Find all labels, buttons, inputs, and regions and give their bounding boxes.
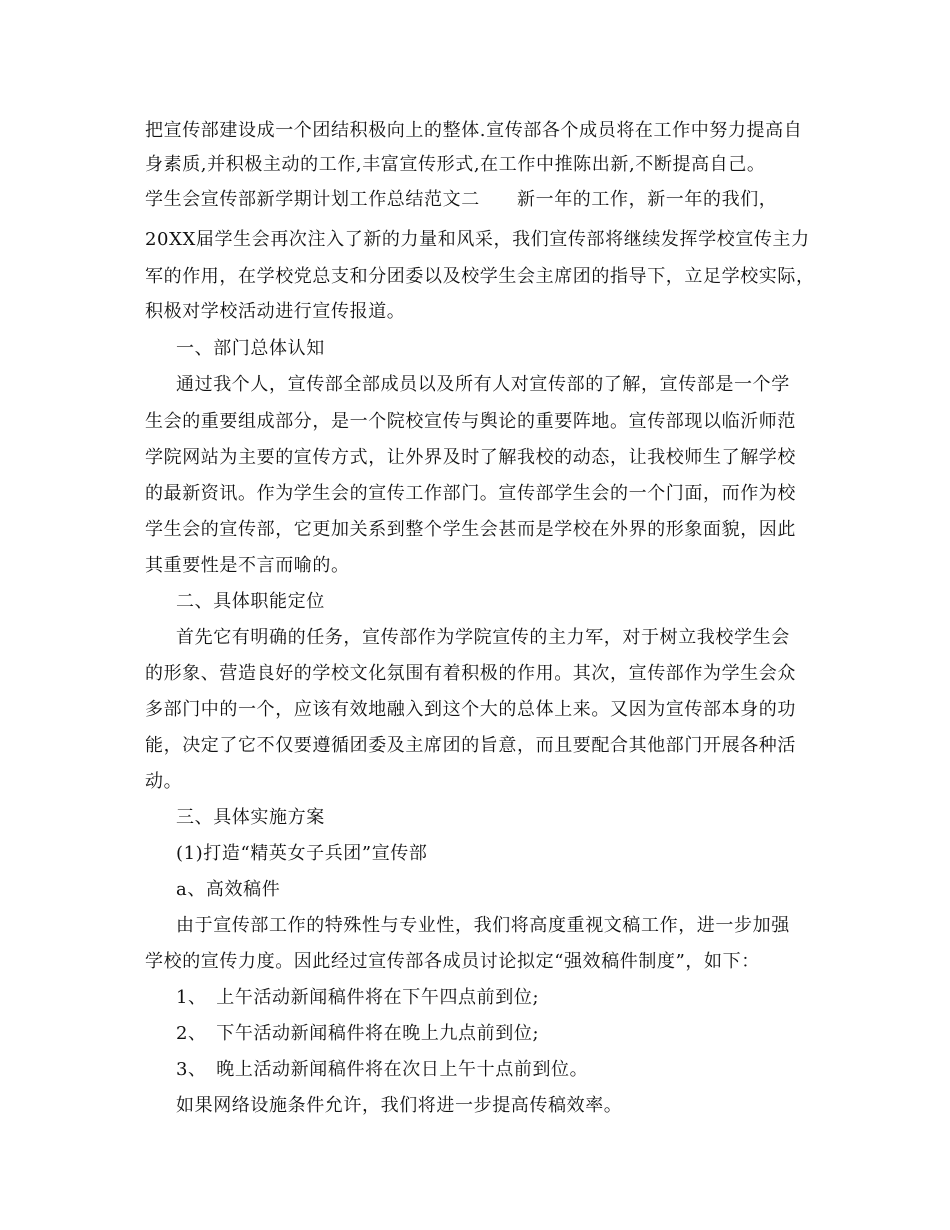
paragraph-line: 20XX届学生会再次注入了新的力量和风采，我们宣传部将继续发挥学校宣传主力 — [145, 229, 810, 250]
heading-3: 三、具体实施方案 — [176, 807, 325, 828]
list-item: 2、 下午活动新闻稿件将在晚上九点前到位; — [176, 1023, 540, 1044]
paragraph-line: 能，决定了它不仅要遵循团委及主席团的旨意，而且要配合其他部门开展各种活 — [145, 735, 796, 756]
paragraph-line: 的形象、营造良好的学校文化氛围有着积极的作用。其次，宣传部作为学生会众 — [145, 663, 796, 684]
paragraph-line: 学生会的宣传部，它更加关系到整个学生会甚而是学校在外界的形象面貌，因此 — [145, 519, 796, 540]
paragraph-line: 学校的宣传力度。因此经过宣传部各成员讨论拟定“强效稿件制度”，如下： — [145, 951, 760, 972]
list-item: 1、 上午活动新闻稿件将在下午四点前到位; — [176, 987, 540, 1008]
paragraph-line: 军的作用，在学校党总支和分团委以及校学生会主席团的指导下，立足学校实际， — [145, 266, 815, 287]
paragraph-line: 如果网络设施条件允许，我们将进一步提高传稿效率。 — [176, 1095, 623, 1116]
sub-heading: a、高效稿件 — [176, 879, 281, 900]
paragraph-line: 的最新资讯。作为学生会的宣传工作部门。宣传部学生会的一个门面，而作为校 — [145, 483, 796, 504]
paragraph-line: 积极对学校活动进行宣传报道。 — [145, 301, 406, 322]
paragraph-line: 首先它有明确的任务，宣传部作为学院宣传的主力军，对于树立我校学生会 — [176, 627, 790, 648]
section-title-line: 学生会宣传部新学期计划工作总结范文二 新一年的工作，新一年的我们， — [145, 189, 778, 210]
paragraph-line: 动。 — [145, 771, 183, 792]
paragraph-line: 生会的重要组成部分，是一个院校宣传与舆论的重要阵地。宣传部现以临沂师范 — [145, 411, 796, 432]
list-item: 3、 晚上活动新闻稿件将在次日上午十点前到位。 — [176, 1059, 589, 1080]
heading-1: 一、部门总体认知 — [176, 338, 325, 359]
paragraph-line: 学院网站为主要的宣传方式，让外界及时了解我校的动态，让我校师生了解学校 — [145, 447, 796, 468]
paragraph-line: 其重要性是不言而喻的。 — [145, 555, 350, 576]
paragraph-line: 把宣传部建设成一个团结积极向上的整体.宣传部各个成员将在工作中努力提高自 — [145, 120, 803, 141]
paragraph-line: 多部门中的一个，应该有效地融入到这个大的总体上来。又因为宣传部本身的功 — [145, 699, 796, 720]
sub-heading: (1)打造“精英女子兵团”宣传部 — [176, 843, 428, 864]
paragraph-line: 通过我个人，宣传部全部成员以及所有人对宣传部的了解，宣传部是一个学 — [176, 374, 790, 395]
paragraph-line: 身素质,并积极主动的工作,丰富宣传形式,在工作中推陈出新,不断提高自己。 — [145, 154, 766, 175]
heading-2: 二、具体职能定位 — [176, 591, 325, 612]
paragraph-line: 由于宣传部工作的特殊性与专业性，我们将高度重视文稿工作，进一步加强 — [176, 915, 790, 936]
